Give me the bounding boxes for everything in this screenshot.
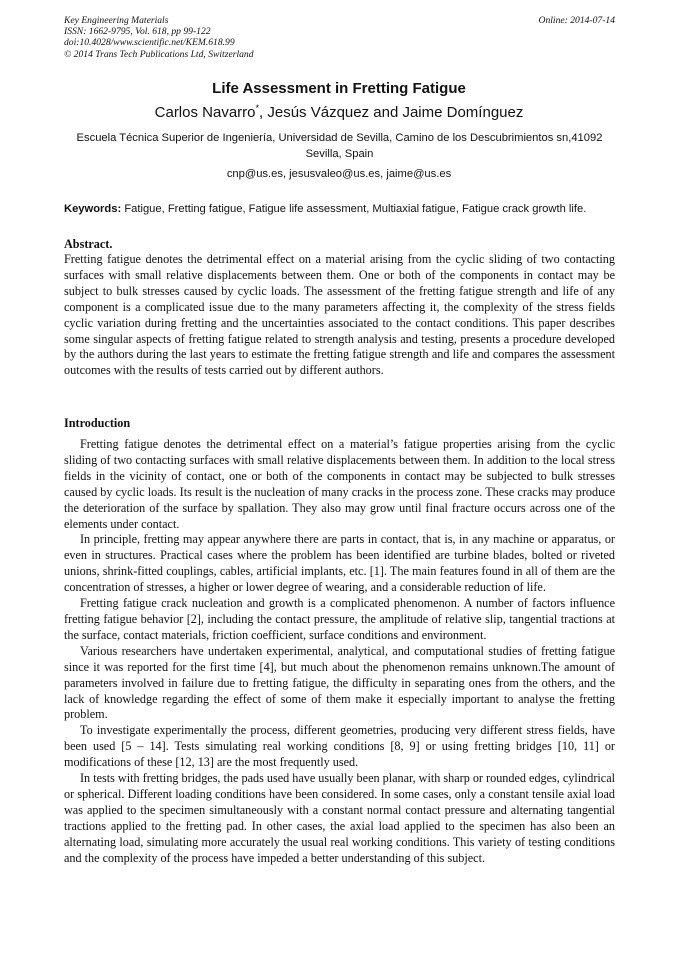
publication-header — [64, 15, 615, 60]
keywords — [64, 202, 615, 218]
author-first: Carlos Navarro — [154, 104, 256, 121]
doi-line: doi:10.4028/www.scientific.net/KEM.618.99 — [64, 37, 235, 49]
intro-paragraph: Various researchers have undertaken experimental, analytical, and computational studies of fretting fatigue since it was reported for the first time [4], but much about the phenomenon remains unknown.The amount of parameters involved in failure due to fretting fatigue, the difficulty in separating ones from the others, and the lack of knowledge regarding the effect of some of them make it especially important to analyse the fretting problem. — [64, 643, 615, 722]
journal-name: Key Engineering Materials — [64, 15, 169, 26]
intro-paragraph: Fretting fatigue denotes the detrimental effect on a material’s fatigue properties arising from the cyclic sliding of two contacting surfaces with small relative displacements between them. In addition to the local stress fields in the vicinity of contact, one or both of the components in contact may be subjected to bulk stresses caused by cyclic loads. Its result is the nucleation of many cracks in the process zone. These cracks may produce the deterioration of the surface by spallation. They also may grow until final fracture occurs across one of the elements under contact. — [64, 437, 615, 531]
intro-paragraph: To investigate experimentally the process, different geometries, producing very different stress fields, have been used [5 – 14]. Tests simulating real working conditions [8, 9] or using fretting bridges [10, 11] or modifications of these [12, 13] are the most frequently used. — [64, 723, 615, 770]
issn-line: ISSN: 1662-9795, Vol. 618, pp 99-122 — [64, 26, 211, 38]
author-emails: cnp@us.es, jesusvaleo@us.es, jaime@us.es — [226, 168, 452, 180]
copyright-line: © 2014 Trans Tech Publications Ltd, Switzerland — [64, 48, 254, 60]
introduction-body — [64, 437, 615, 866]
introduction-heading: Introduction — [64, 416, 131, 430]
affiliation: Escuela Técnica Superior de Ingeniería, Universidad de Sevilla, Camino de los Descubrimientos sn,41092 Sevilla, Spain — [76, 132, 603, 160]
corresponding-mark: * — [255, 103, 260, 113]
author-list — [0, 103, 678, 123]
author-rest: , Jesús Vázquez and Jaime Domínguez — [259, 104, 524, 121]
online-date: Online: 2014-07-14 — [538, 15, 615, 26]
keywords-label: Keywords: — [64, 203, 122, 215]
abstract-text: Fretting fatigue denotes the detrimental effect on a material arising from the cyclic sliding of two contacting surfaces with small relative displacements between them. One or both of the components in contact may be subject to bulk stresses caused by cyclic loads. The assessment of the fretting fatigue strength and life of any component is a complicated issue due to the many parameters affecting it, the complexity of the stress fields cyclic variation during fretting and the uncertainties associated to the contact conditions. This paper describes some singular aspects of fretting fatigue related to strength analysis and testing, presents a procedure developed by the authors during the last years to estimate the fretting fatigue strength and life and compares the assessment outcomes with the results of tests carried out by different authors. — [64, 252, 615, 378]
intro-paragraph: In tests with fretting bridges, the pads used have usually been planar, with sharp or rounded edges, cylindrical or spherical. Different loading conditions have been considered. In some cases, only a constant tensile axial load was applied to the specimen simultaneously with a constant normal contact pressure and alternating tangential tractions applied to the fretting pad. In other cases, the axial load applied to the specimen has also been an alternating load, simulating more accurately the usual real working conditions. This variety of testing conditions and the complexity of the process have impeded a better understanding of this subject. — [64, 771, 615, 865]
intro-paragraph: Fretting fatigue crack nucleation and growth is a complicated phenomenon. A number of factors influence fretting fatigue behavior [2], including the contact pressure, the amplitude of relative slip, tangential tractions at the surface, contact materials, friction coefficient, surface conditions and environment. — [64, 596, 615, 642]
intro-paragraph: In principle, fretting may appear anywhere there are parts in contact, that is, in any machine or apparatus, or even in structures. Practical cases where the problem has been identified are turbine blades, bolted or riveted unions, shrink-fitted couplings, cables, artificial implants, etc. [1]. The main features found in all of them are the concentration of stresses, a higher or lower degree of wearing, and a considerable reduction of life. — [64, 532, 615, 595]
abstract-heading: Abstract. — [64, 237, 113, 251]
keywords-text: Fatigue, Fretting fatigue, Fatigue life assessment, Multiaxial fatigue, Fatigue crack growth life. — [124, 203, 587, 215]
paper-title: Life Assessment in Fretting Fatigue — [212, 80, 466, 97]
